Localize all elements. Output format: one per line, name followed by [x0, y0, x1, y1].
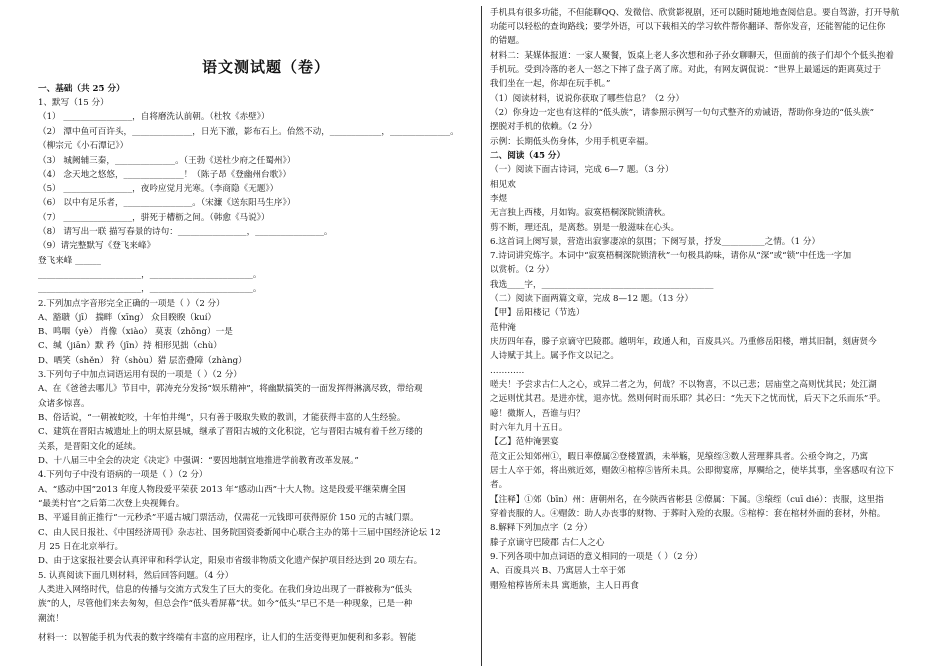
text-line: 7.诗词讲究炼字。本词中“寂寞梧桐深院锁清秋”一句极具韵味，请你从“深”或“锁”中任选一字加: [490, 251, 852, 261]
text-line: 4.下列句子中没有语病的一项是（ ）（2 分）: [38, 470, 208, 480]
text-line: （2）你身边一定也有这样的“低头族”，请参照示例写一句句式整齐的劝诫语，帮助你身边的“低头族”: [490, 108, 874, 118]
text-line: 潮流！: [38, 614, 64, 624]
text-line: C、缄（jiān）默 矜（jīn）持 相形见拙（chù）: [38, 341, 222, 351]
text-line: 族”的人，尽管他们来去匆匆，但总会作“低头看屏幕”状。如今“低头”早已不是一种现象，已是一种: [38, 599, 413, 609]
text-line: 之远则忧其君。是进亦忧，退亦忧。然则何时而乐耶？其必曰：“先天下之忧而忧，后天下之乐而乐”乎。: [490, 394, 886, 404]
text-line: B、鸣咽（yè） 肖像（xiào） 莫衷（zhōng）一是: [38, 327, 233, 337]
text-line: 居士人卒于郊，将出殡近郊，赗敛④棺椁⑤皆所未具。公即彻宴席，厚赒给之，使毕其事，坐客感叹有泣下: [490, 466, 894, 476]
poem-author: 李煜: [490, 194, 508, 204]
text-line: 摆脱对手机的依赖。（2 分）: [490, 122, 598, 132]
text-line: 手机玩。受到冷落的老人一怒之下摔了盘子离了席。对此，有网友调侃说：“世界上最遥远的距离莫过于: [490, 65, 882, 75]
text-line: （5） ________________，夜吟应觉月光寒。（李商隐《无题》）: [38, 184, 279, 194]
text-line: 赗殓棺椁皆所未具 寓逝旅，主人日再食: [490, 581, 639, 591]
text-line: D、哂笑（shěn） 狩（shòu）猎 层峦叠障（zhàng）: [38, 356, 247, 366]
text-line: B、平遥目前正推行“一元秒杀”平遥古城门票活动，仅需花一元钱即可获得原价 150 元的古城门票。: [38, 513, 419, 523]
section-heading: 一、基础（共 25 分）: [38, 84, 125, 94]
text-line: 手机具有很多功能，不但能聊QQ、发微信、欣赏影视剧，还可以随时随地地查阅信息。要自驾游，打开导航: [490, 8, 900, 18]
text-line: （2） 潭中鱼可百许头，______________，日光下澈，影布石上。佁然不动，____________，______________。: [38, 127, 459, 137]
passage-title: 【甲】岳阳楼记（节选）: [490, 308, 585, 318]
text-line: A、豁聩（jī） 揣畔（xīng） 众目睽睽（kuí）: [38, 313, 217, 323]
text-line: 功能可以轻松的查询路线；要学外语，可以下载相关的学习软件帮你翻译、帮你发音，还能智能的记住你: [490, 22, 886, 32]
text-line: （二）阅读下面两篇文章，完成 8—12 题。（13 分）: [490, 294, 694, 304]
page-title: 语文测试题（卷）: [202, 58, 331, 76]
passage-title: 【乙】范仲淹罢宴: [490, 437, 559, 447]
text-line: 8.解释下列加点字（2 分）: [490, 523, 593, 533]
text-line: “最美村官”之后第二次登上央视舞台。: [38, 499, 185, 509]
text-line: …………: [490, 366, 525, 376]
text-line: 示例：长期低头伤身体，少用手机更幸福。: [490, 137, 654, 147]
text-line: （一）阅读下面古诗词，完成 6—7 题。（3 分）: [490, 165, 674, 175]
text-line: 2.下列加点字音形完全正确的一项是（ ）（2 分）: [38, 299, 225, 309]
text-line: 关系，是晋阳文化的延续。: [38, 442, 142, 452]
text-line: 范文正公知郊州①，暇日率僚属②登楼置酒，未举觞，见缞绖③数人营理葬具者。公亟令询之，乃寓: [490, 452, 869, 462]
text-line: 登飞来峰 ______: [38, 256, 101, 266]
text-line: 的错题。: [490, 36, 525, 46]
text-line: （1） ________________，自将磨洗认前朝。（杜牧《赤壁》）: [38, 112, 270, 122]
text-line: A、百废具兴 B、乃寓居人士卒于郊: [490, 566, 626, 576]
text-line: （7） ________________，骈死于槽枥之间。（韩愈《马说》）: [38, 213, 270, 223]
text-line: 噫！微斯人，吾谁与归？: [490, 409, 585, 419]
text-line: 1、默写（15 分）: [38, 98, 109, 108]
text-line: 时六年九月十五日。: [490, 423, 568, 433]
text-line: 6.这首词上阕写景，营造出寂寥凄凉的氛围；下阕写景，抒发__________之情。（1 分）: [490, 237, 821, 247]
text-line: A、“感动中国”2013 年度人物段爱平荣获 2013 年“感动山西”十大人物。这是段爱平继荣膺全国: [38, 485, 406, 495]
text-line: 嗟夫！予尝求古仁人之心，或异二者之为，何哉？不以物喜，不以己悲；居庙堂之高则忧其民；处江湖: [490, 380, 877, 390]
text-line: 材料二：某媒体报道：一家人聚餐，饭桌上老人多次想和孙子孙女聊聊天，但面前的孩子们却个个低头抱着: [490, 51, 894, 61]
text-line: 庆历四年春，滕子京谪守巴陵郡。越明年，政通人和，百废具兴。乃重修岳阳楼，增其旧制，刻唐贤今: [490, 337, 877, 347]
text-line: （4） 念天地之悠悠，______________！（陈子昂《登幽州台歌》）: [38, 170, 292, 180]
footnote-line: 穿着丧服的人。④赗敛：助人办丧事的财物、于葬时入殓的衣服。⑤棺椁：套在棺材外面的套材，外棺。: [490, 509, 886, 519]
column-divider: [481, 6, 482, 666]
passage-author: 范仲淹: [490, 323, 516, 333]
text-line: 众诸多惊喜。: [38, 399, 90, 409]
text-line: B、俗话说，“一朝被蛇咬，十年怕井绳”，只有善于吸取失败的教训，才能获得丰富的人生经验。: [38, 413, 406, 423]
text-line: A、在《爸爸去哪儿》节目中，郭涛充分发扬“娱乐精神”，将幽默搞笑的一面发挥得淋漓尽致，带给观: [38, 384, 423, 394]
text-line: 5. 认真阅读下面几则材料，然后回答问题。（4 分）: [38, 571, 234, 581]
text-line: 以赏析。（2 分）: [490, 265, 555, 275]
text-line: 9.下列各项中加点词语的意义相同的一项是（ ）（2 分）: [490, 552, 703, 562]
poem-line: 无言独上西楼，月如钩。寂寞梧桐深院锁清秋。: [490, 208, 671, 218]
text-line: D、由于这家报社要会认真评审和科学认定，阳泉市省级非物质文化遗产保护项目经达到 20 项左右。: [38, 556, 423, 566]
text-line: 人类进入网络时代，信息的传播与交流方式发生了巨大的变化。在我们身边出现了一群被称为“低头: [38, 585, 412, 595]
text-line: （1）阅读材料，说说你获取了哪些信息？（2 分）: [490, 94, 685, 104]
text-line: 我选____字，________________________________________: [490, 280, 714, 290]
text-line: （柳宗元《小石潭记》）: [38, 141, 129, 151]
text-line: 我们坐在一起，你却在玩手机。”: [490, 79, 611, 89]
text-line: 3.下列句子中加点词语运用有误的一项是（ ）（2 分）: [38, 370, 242, 380]
text-line: 者。: [490, 480, 508, 490]
text-line: ________________________，________________________。: [38, 270, 262, 280]
text-line: （8） 请写出一联 描写春景的诗句：________________，________________。: [38, 227, 333, 237]
text-line: 滕子京谪守巴陵郡 古仁人之心: [490, 538, 605, 548]
text-line: （6） 以中有足乐者，________________。（宋濂《送东阳马生序》）: [38, 198, 296, 208]
text-line: C、建筑在晋阳古城遗址上的明太原县城，继承了晋阳古城的文化积淀，它与晋阳古城有着千丝万缕的: [38, 427, 423, 437]
text-line: （3） 城阙辅三秦，______________。（王勃《送杜少府之任蜀州》）: [38, 156, 296, 166]
text-line: 材料一：以智能手机为代表的数字终端有丰富的应用程序，让人们的生活变得更加便利和多彩。智能: [38, 633, 417, 643]
text-line: D、十八届三中全会的决定《决定》中强调：“要因地制宜地推进学前教育改革发展。”: [38, 456, 359, 466]
text-line: 月 25 日在北京举行。: [38, 542, 124, 552]
poem-title: 相见欢: [490, 180, 516, 190]
text-line: （9）请完整默写《登飞来峰》: [38, 241, 156, 251]
text-line: 人诗赋于其上。属予作文以记之。: [490, 351, 619, 361]
poem-line: 剪不断，理还乱，是离愁。别是一般滋味在心头。: [490, 223, 680, 233]
text-line: ________________________，________________________。: [38, 284, 262, 294]
footnote-line: 【注释】①郊（bīn）州：唐朝州名，在今陕西省彬县 ②僚属：下属。③缞绖（cuī dié）：丧服，这里指: [490, 495, 884, 505]
section-heading: 二、阅读（45 分）: [490, 151, 566, 161]
text-line: C、由人民日报社、《中国经济周刊》杂志社、国务院国资委新闻中心联合主办的第十三届中国经济论坛 12: [38, 528, 441, 538]
